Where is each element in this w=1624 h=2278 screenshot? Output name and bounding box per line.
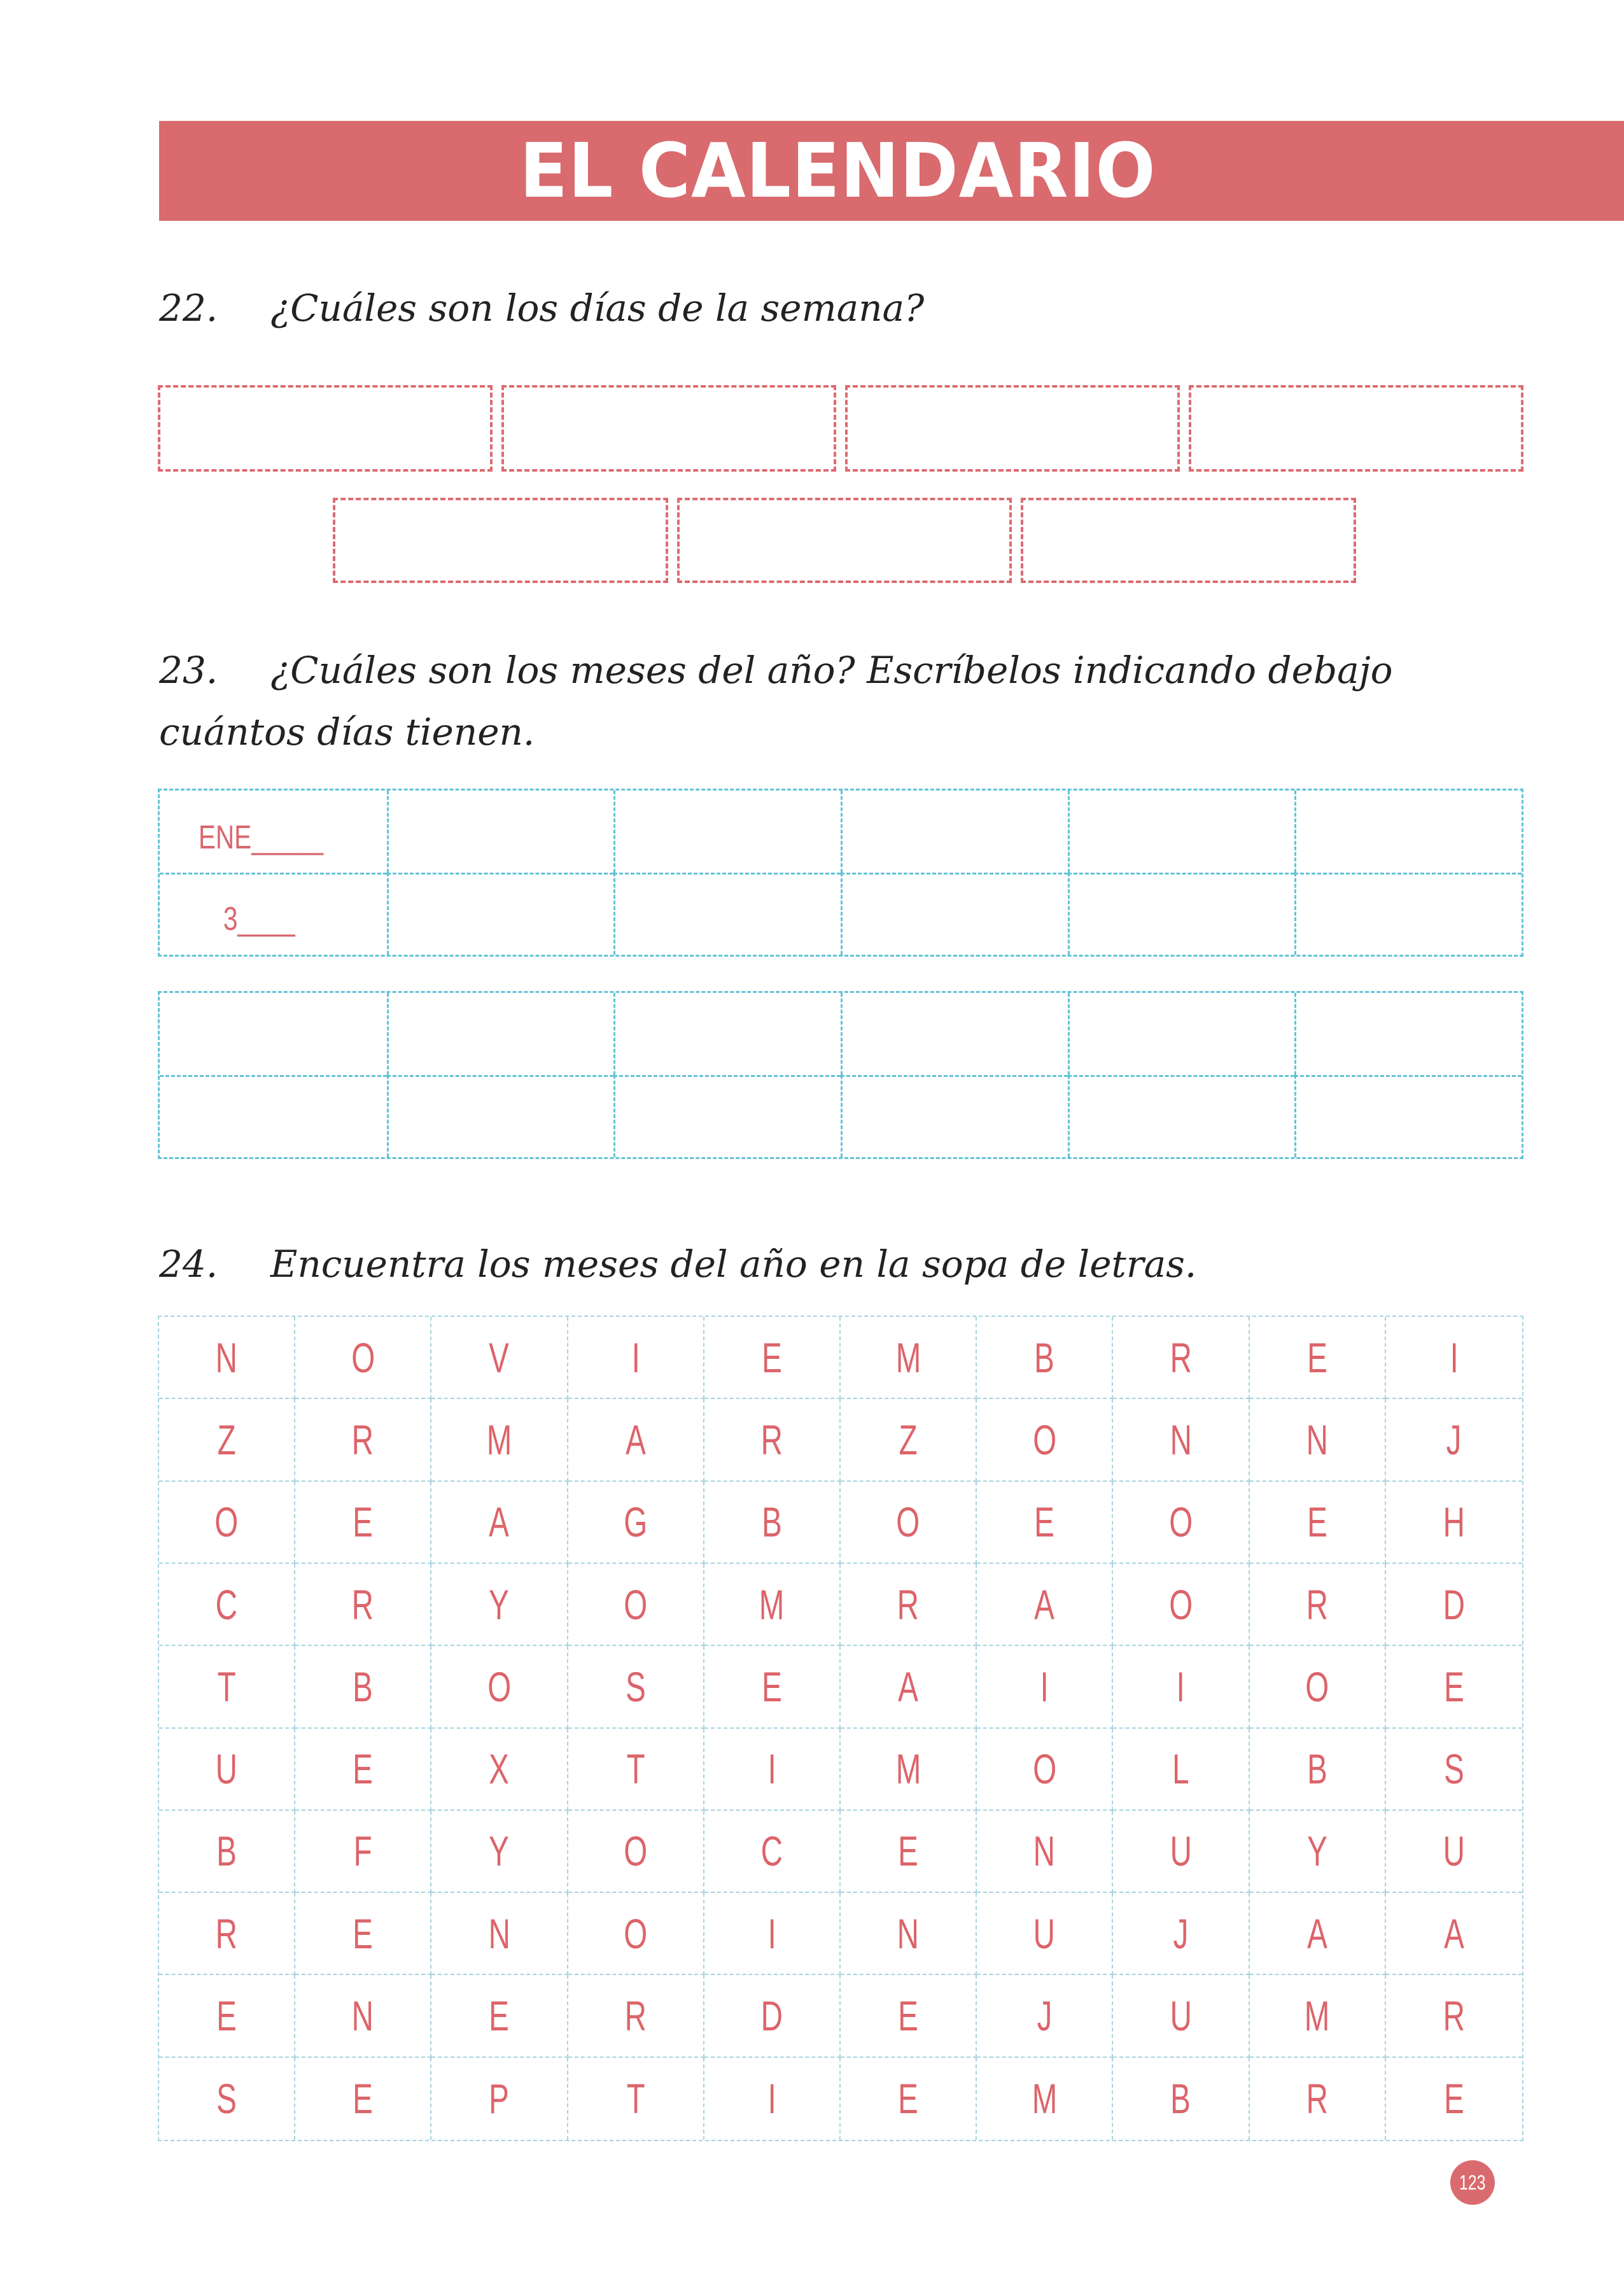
- letter: Y: [489, 1827, 510, 1875]
- letter: X: [489, 1745, 510, 1793]
- month-name-cell[interactable]: [160, 791, 387, 873]
- letter-cell[interactable]: [704, 1893, 841, 1975]
- letter-cell[interactable]: [1386, 1646, 1522, 1728]
- letter-cell[interactable]: [159, 1811, 295, 1893]
- letter-cell[interactable]: [159, 1482, 295, 1564]
- letter-cell[interactable]: [1113, 1482, 1249, 1564]
- letter: I: [631, 1333, 640, 1381]
- letter-cell[interactable]: [295, 1564, 431, 1646]
- letter: E: [353, 2075, 374, 2123]
- letter: D: [760, 1992, 783, 2040]
- letter: Z: [899, 1416, 918, 1463]
- letter: E: [489, 1992, 510, 2040]
- letter: E: [762, 1663, 782, 1710]
- letter: E: [353, 1909, 374, 1957]
- letter-cell[interactable]: [568, 1893, 704, 1975]
- letter-cell[interactable]: [295, 1811, 431, 1893]
- letter: O: [896, 1498, 920, 1546]
- letter: C: [215, 1580, 238, 1628]
- day-answer-box[interactable]: [333, 498, 668, 583]
- letter: E: [1034, 1498, 1055, 1546]
- q22-answer-boxes-row-1: [158, 385, 1523, 472]
- letter-cell[interactable]: [568, 1729, 704, 1811]
- month-name-cell[interactable]: [387, 791, 614, 873]
- letter-cell[interactable]: [977, 1482, 1113, 1564]
- letter: M: [1032, 2075, 1058, 2123]
- letter-cell[interactable]: [1386, 1811, 1522, 1893]
- letter: P: [489, 2075, 510, 2123]
- question-23-text-line1: ¿Cuáles son los meses del año? Escríbelos indicando debajo: [270, 649, 1393, 692]
- letter-cell[interactable]: [841, 1975, 977, 2057]
- letter-cell[interactable]: [1113, 1564, 1249, 1646]
- letter-cell[interactable]: [431, 1729, 568, 1811]
- letter: L: [1172, 1745, 1189, 1793]
- letter: E: [1306, 1498, 1327, 1546]
- letter: B: [1306, 1745, 1327, 1793]
- letter-cell[interactable]: [568, 1564, 704, 1646]
- letter-cell[interactable]: [1113, 1646, 1249, 1728]
- month-days-cell[interactable]: [841, 1075, 1068, 1157]
- letter: M: [759, 1580, 785, 1628]
- letter: O: [1032, 1416, 1056, 1463]
- letter: I: [767, 1745, 776, 1793]
- letter: H: [1443, 1498, 1466, 1546]
- question-22-text: ¿Cuáles son los días de la semana?: [270, 286, 925, 330]
- letter-cell[interactable]: [977, 1646, 1113, 1728]
- letter: A: [898, 1663, 918, 1710]
- letter: S: [625, 1663, 646, 1710]
- letter-cell[interactable]: [568, 1482, 704, 1564]
- question-23: [159, 640, 1464, 763]
- letter: R: [352, 1580, 374, 1628]
- letter-cell[interactable]: [1386, 1564, 1522, 1646]
- letter: R: [1306, 2075, 1328, 2123]
- letter: O: [624, 1580, 648, 1628]
- letter-cell[interactable]: [841, 1893, 977, 1975]
- month-name-cell[interactable]: [613, 993, 841, 1075]
- q23-month-grid-block-2: [158, 991, 1523, 1159]
- letter-cell[interactable]: [1386, 1893, 1522, 1975]
- month-days-cell[interactable]: [160, 1075, 387, 1157]
- letter: E: [762, 1333, 782, 1381]
- letter: E: [353, 1745, 374, 1793]
- letter-cell[interactable]: [431, 1975, 568, 2057]
- letter: U: [1443, 1827, 1466, 1875]
- letter: B: [353, 1663, 374, 1710]
- letter-cell[interactable]: [841, 1482, 977, 1564]
- letter-cell[interactable]: [1250, 1399, 1386, 1481]
- letter: B: [762, 1498, 782, 1546]
- letter: Y: [489, 1580, 510, 1628]
- letter-cell[interactable]: [841, 1399, 977, 1481]
- question-24-text: Encuentra los meses del año en la sopa de letras.: [270, 1242, 1197, 1286]
- letter: R: [215, 1909, 238, 1957]
- letter: V: [489, 1333, 510, 1381]
- question-24-number: 24.: [159, 1242, 218, 1286]
- letter: O: [351, 1333, 375, 1381]
- letter: I: [767, 2075, 776, 2123]
- letter: N: [1033, 1827, 1056, 1875]
- letter: E: [898, 1992, 918, 2040]
- month-days-cell[interactable]: [1294, 873, 1522, 955]
- day-answer-box[interactable]: [501, 385, 836, 472]
- letter-cell[interactable]: [841, 1317, 977, 1399]
- day-answer-box[interactable]: [1021, 498, 1356, 583]
- letter-cell[interactable]: [1386, 1482, 1522, 1564]
- letter: G: [624, 1498, 648, 1546]
- letter-cell[interactable]: [431, 1399, 568, 1481]
- letter-cell[interactable]: [704, 1729, 841, 1811]
- letter-cell[interactable]: [704, 1399, 841, 1481]
- letter: U: [1170, 1992, 1192, 2040]
- letter: B: [1170, 2075, 1191, 2123]
- letter-cell[interactable]: [704, 1317, 841, 1399]
- letter-cell[interactable]: [1113, 1893, 1249, 1975]
- question-22: [159, 286, 924, 331]
- letter: R: [1170, 1333, 1192, 1381]
- letter-cell[interactable]: [841, 1729, 977, 1811]
- letter: I: [767, 1909, 776, 1957]
- letter-cell[interactable]: [1386, 2058, 1522, 2140]
- month-name-cell[interactable]: [1068, 791, 1295, 873]
- letter: J: [1446, 1416, 1462, 1463]
- letter: O: [624, 1827, 648, 1875]
- letter-cell[interactable]: [1250, 1975, 1386, 2057]
- letter: R: [897, 1580, 920, 1628]
- letter: N: [215, 1333, 238, 1381]
- letter: B: [216, 1827, 237, 1875]
- letter-cell[interactable]: [1113, 1399, 1249, 1481]
- letter-cell[interactable]: [295, 1893, 431, 1975]
- letter: A: [625, 1416, 646, 1463]
- letter-cell[interactable]: [159, 1317, 295, 1399]
- day-answer-box[interactable]: [845, 385, 1180, 472]
- letter-cell[interactable]: [704, 1564, 841, 1646]
- letter: R: [624, 1992, 647, 2040]
- letter: J: [1037, 1992, 1053, 2040]
- day-answer-box[interactable]: [677, 498, 1012, 583]
- letter-cell[interactable]: [1250, 1646, 1386, 1728]
- letter-cell[interactable]: [704, 2058, 841, 2140]
- month-name-cell[interactable]: [1294, 993, 1522, 1075]
- q22-answer-boxes-row-2: [333, 498, 1356, 583]
- letter-cell[interactable]: [977, 1564, 1113, 1646]
- letter-cell[interactable]: [568, 2058, 704, 2140]
- letter-cell[interactable]: [977, 1729, 1113, 1811]
- letter-cell[interactable]: [704, 1482, 841, 1564]
- letter: E: [898, 1827, 918, 1875]
- letter-cell[interactable]: [568, 1975, 704, 2057]
- letter-cell[interactable]: [295, 1317, 431, 1399]
- month-days-cell[interactable]: [613, 1075, 841, 1157]
- letter-cell[interactable]: [431, 1811, 568, 1893]
- letter: F: [353, 1827, 372, 1875]
- letter-cell[interactable]: [1113, 1729, 1249, 1811]
- question-22-number: 22.: [159, 286, 218, 330]
- month-days-cell[interactable]: [160, 873, 387, 955]
- month-days-cell[interactable]: [1068, 873, 1295, 955]
- letter: E: [1444, 1663, 1464, 1710]
- letter-cell[interactable]: [841, 2058, 977, 2140]
- letter-cell[interactable]: [977, 1399, 1113, 1481]
- letter: E: [1306, 1333, 1327, 1381]
- letter-cell[interactable]: [1113, 1975, 1249, 2057]
- letter-cell[interactable]: [1250, 1729, 1386, 1811]
- header-banner: [159, 121, 1624, 221]
- letter: E: [1444, 2075, 1464, 2123]
- day-answer-box[interactable]: [158, 385, 493, 472]
- month-days-cell[interactable]: [387, 1075, 614, 1157]
- letter-cell[interactable]: [295, 1482, 431, 1564]
- letter-cell[interactable]: [1250, 1811, 1386, 1893]
- letter: N: [1306, 1416, 1328, 1463]
- letter: O: [1169, 1498, 1193, 1546]
- letter-cell[interactable]: [431, 1564, 568, 1646]
- letter-cell[interactable]: [295, 1975, 431, 2057]
- letter: U: [215, 1745, 238, 1793]
- letter: O: [1305, 1663, 1329, 1710]
- month-name-cell[interactable]: [841, 791, 1068, 873]
- letter: R: [760, 1416, 783, 1463]
- letter-cell[interactable]: [1113, 1317, 1249, 1399]
- letter: N: [897, 1909, 920, 1957]
- letter-cell[interactable]: [295, 1646, 431, 1728]
- letter: Y: [1306, 1827, 1327, 1875]
- letter-cell[interactable]: [159, 1729, 295, 1811]
- letter-cell[interactable]: [295, 2058, 431, 2140]
- letter-cell[interactable]: [841, 1811, 977, 1893]
- letter-cell[interactable]: [704, 1811, 841, 1893]
- month-name-cell[interactable]: [387, 993, 614, 1075]
- letter-cell[interactable]: [977, 1317, 1113, 1399]
- letter: R: [352, 1416, 374, 1463]
- letter-cell[interactable]: [1250, 1893, 1386, 1975]
- letter: A: [489, 1498, 510, 1546]
- month-name-cell[interactable]: [841, 993, 1068, 1075]
- letter: N: [1170, 1416, 1192, 1463]
- month-days-cell[interactable]: [613, 873, 841, 955]
- letter-cell[interactable]: [1250, 2058, 1386, 2140]
- letter-cell[interactable]: [431, 1646, 568, 1728]
- letter: O: [1032, 1745, 1056, 1793]
- letter: T: [626, 1745, 645, 1793]
- letter-cell[interactable]: [977, 1811, 1113, 1893]
- letter-cell[interactable]: [1386, 1729, 1522, 1811]
- month-name-cell[interactable]: [160, 993, 387, 1075]
- letter: B: [1034, 1333, 1055, 1381]
- letter-cell[interactable]: [159, 2058, 295, 2140]
- letter-cell[interactable]: [431, 1482, 568, 1564]
- letter-cell[interactable]: [568, 1317, 704, 1399]
- month-days-cell[interactable]: [387, 873, 614, 955]
- word-search-grid: [158, 1316, 1523, 2141]
- month-days-cell[interactable]: [1294, 1075, 1522, 1157]
- letter-cell[interactable]: [159, 1893, 295, 1975]
- question-23-text-line2: cuántos días tienen.: [159, 710, 535, 754]
- letter-cell[interactable]: [1113, 1811, 1249, 1893]
- day-answer-box[interactable]: [1189, 385, 1523, 472]
- question-24: [159, 1242, 1196, 1287]
- letter: E: [898, 2075, 918, 2123]
- letter-cell[interactable]: [295, 1729, 431, 1811]
- month-name-cell[interactable]: [613, 791, 841, 873]
- letter: O: [624, 1909, 648, 1957]
- letter-cell[interactable]: [1250, 1317, 1386, 1399]
- letter: I: [1040, 1663, 1049, 1710]
- letter: S: [1444, 1745, 1464, 1793]
- letter-cell[interactable]: [1113, 2058, 1249, 2140]
- letter-cell[interactable]: [431, 1317, 568, 1399]
- letter: M: [895, 1745, 921, 1793]
- page-number-badge: [1450, 2160, 1495, 2205]
- letter: T: [626, 2075, 645, 2123]
- letter: E: [216, 1992, 237, 2040]
- letter-cell[interactable]: [568, 1399, 704, 1481]
- letter: I: [1450, 1333, 1459, 1381]
- letter-cell[interactable]: [295, 1399, 431, 1481]
- letter: R: [1306, 1580, 1328, 1628]
- letter: N: [488, 1909, 510, 1957]
- letter-cell[interactable]: [1386, 1975, 1522, 2057]
- letter-cell[interactable]: [431, 2058, 568, 2140]
- letter-cell[interactable]: [1250, 1564, 1386, 1646]
- letter-cell[interactable]: [159, 1564, 295, 1646]
- letter-cell[interactable]: [431, 1893, 568, 1975]
- letter-cell[interactable]: [568, 1811, 704, 1893]
- letter: S: [216, 2075, 237, 2123]
- letter: E: [353, 1498, 374, 1546]
- letter: M: [486, 1416, 512, 1463]
- letter-cell[interactable]: [1386, 1317, 1522, 1399]
- letter-cell[interactable]: [977, 1893, 1113, 1975]
- letter: A: [1306, 1909, 1327, 1957]
- question-23-number: 23.: [159, 649, 218, 692]
- letter-cell[interactable]: [704, 1975, 841, 2057]
- letter: N: [352, 1992, 374, 2040]
- letter-cell[interactable]: [159, 1646, 295, 1728]
- letter: A: [1444, 1909, 1464, 1957]
- letter: T: [217, 1663, 236, 1710]
- page-title: EL CALENDARIO: [519, 127, 1156, 214]
- letter-cell[interactable]: [568, 1646, 704, 1728]
- letter-cell[interactable]: [977, 1975, 1113, 2057]
- letter-cell[interactable]: [977, 2058, 1113, 2140]
- letter-cell[interactable]: [1250, 1482, 1386, 1564]
- letter-cell[interactable]: [1386, 1399, 1522, 1481]
- letter: U: [1033, 1909, 1056, 1957]
- letter: M: [895, 1333, 921, 1381]
- page-number: 123: [1459, 2170, 1486, 2194]
- month-days-cell[interactable]: [841, 873, 1068, 955]
- hint-days-label: 3____: [223, 901, 295, 938]
- month-name-cell[interactable]: [1068, 993, 1295, 1075]
- letter-cell[interactable]: [159, 1399, 295, 1481]
- letter: I: [1176, 1663, 1186, 1710]
- letter: R: [1443, 1992, 1466, 2040]
- letter: O: [214, 1498, 239, 1546]
- letter: M: [1304, 1992, 1330, 2040]
- letter: A: [1034, 1580, 1055, 1628]
- month-days-cell[interactable]: [1068, 1075, 1295, 1157]
- letter: J: [1173, 1909, 1189, 1957]
- letter-cell[interactable]: [841, 1564, 977, 1646]
- letter-cell[interactable]: [159, 1975, 295, 2057]
- letter: O: [1169, 1580, 1193, 1628]
- q23-month-grid-block-1: [158, 789, 1523, 957]
- letter: C: [760, 1827, 783, 1875]
- letter: U: [1170, 1827, 1192, 1875]
- letter: O: [487, 1663, 511, 1710]
- month-name-cell[interactable]: [1294, 791, 1522, 873]
- letter: D: [1443, 1580, 1466, 1628]
- letter-cell[interactable]: [704, 1646, 841, 1728]
- letter: Z: [217, 1416, 236, 1463]
- hint-ene-label: ENE_____: [198, 819, 324, 856]
- letter-cell[interactable]: [841, 1646, 977, 1728]
